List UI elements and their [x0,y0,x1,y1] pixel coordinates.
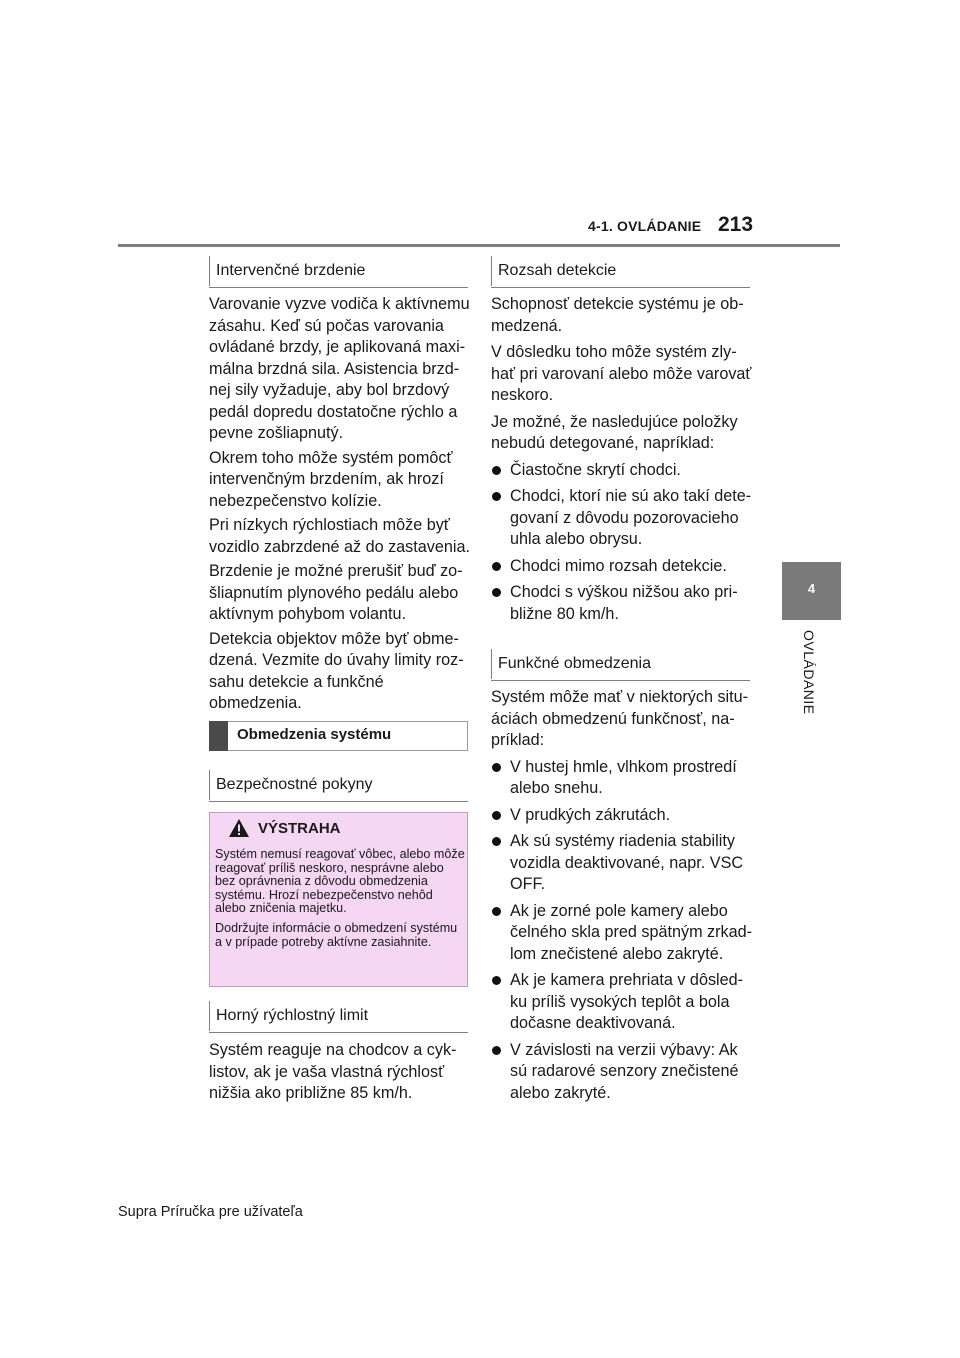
header-rule [118,244,840,247]
warning-title: VÝSTRAHA [258,820,341,837]
warning-box [209,812,468,987]
intervention-text [209,294,471,715]
chapter-title: 4-1. OVLÁDANIE [588,218,702,234]
section-heading-system-limits: Obmedzenia systému [209,721,468,751]
list-item: Chodci, ktorí nie sú ako takí detegovaní z dôvodu pozorovacieho uhla alebo obrysu. [491,486,753,551]
warning-triangle-icon [228,818,250,838]
section-heading-safety: Bezpečnostné pokyny [209,770,468,802]
section-heading-functional-limits: Funkčné obmedzenia [491,649,750,681]
section-heading-speed-limit: Horný rýchlostný limit [209,1001,468,1033]
heading-bar [209,721,228,751]
paragraph: Systém reaguje na chodcov a cyklistov, ak je vaša vlastná rýchlosť nižšia ako približne 85 km/h. [209,1041,457,1102]
list-item: Čiastočne skrytí chodci. [491,460,753,482]
bullet-list [491,460,753,626]
footer-text: Supra Príručka pre užívateľa [118,1204,303,1220]
list-item: V závislosti na verzii výbavy: Ak sú radarové senzory znečistené alebo zakryté. [491,1040,753,1105]
side-tab [782,562,841,620]
section-heading-intervention: Intervenčné brzdenie [209,256,468,288]
paragraph: Brzdenie je možné prerušiť buď zošliapnutím plynového pedálu alebo aktívnym pohybom volantu. [209,562,463,623]
paragraph: Detekcia objektov môže byť obmedzená. Vezmite do úvahy limity rozsahu detekcie a funkčné obmedzenia. [209,629,464,712]
paragraph: Varovanie vyzve vodiča k aktívnemu zásahu. Keď sú počas varovania ovládané brzdy, je aplikovaná maximálna brzdná sila. Asistencia brzdnej sily vyžaduje, aby bol brzdový pedál dopredu dostatočne rýchlo a pevne zošliapnutý. [209,295,470,442]
list-item: Chodci s výškou nižšou ako približne 80 km/h. [491,582,753,625]
list-item: Ak sú systémy riadenia stability vozidla deaktivované, napr. VSC OFF. [491,831,753,896]
list-item: V hustej hmle, vlhkom prostredí alebo snehu. [491,757,753,800]
list-item: Chodci mimo rozsah detekcie. [491,556,753,578]
detection-range-text [491,294,753,625]
side-tab-number: 4 [807,581,816,596]
page-number: 213 [718,213,754,236]
paragraph: Pri nízkych rýchlostiach môže byť vozidlo zabrzdené až do zastavenia. [209,516,470,556]
list-item: Ak je zorné pole kamery alebo čelného skla pred spätným zrkadlom znečistené alebo zakryté. [491,901,753,966]
paragraph: Schopnosť detekcie systému je obmedzená. [491,295,744,335]
paragraph: Okrem toho môže systém pomôcť intervenčným brzdením, ak hrozí nebezpečenstvo kolízie. [209,448,453,510]
functional-limits-text [491,687,753,1104]
paragraph: Je možné, že nasledujúce položky nebudú detegované, napríklad: [491,412,738,452]
list-item: Ak je kamera prehriata v dôsledku príliš vysokých teplôt a bola dočasne deaktivovaná. [491,970,753,1035]
section-heading-detection-range: Rozsah detekcie [491,256,750,288]
warning-paragraph: Systém nemusí reagovať vôbec, alebo môže reagovať príliš neskoro, nesprávne alebo bez oprávnenia z dôvodu obmedzenia systému. Hrozí nebezpečenstvo nehôd alebo zničenia majetku. [215,847,465,916]
bullet-list [491,757,753,1105]
list-item: V prudkých zákrutách. [491,805,753,827]
side-tab-label: OVLÁDANIE [801,630,817,715]
paragraph: Systém môže mať v niektorých situáciách obmedzenú funkčnosť, napríklad: [491,688,749,749]
paragraph: V dôsledku toho môže systém zlyhať pri varovaní alebo môže varovať neskoro. [491,343,752,404]
warning-paragraph: Dodržujte informácie o obmedzení systému a v prípade potreby aktívne zasiahnite. [215,920,458,949]
